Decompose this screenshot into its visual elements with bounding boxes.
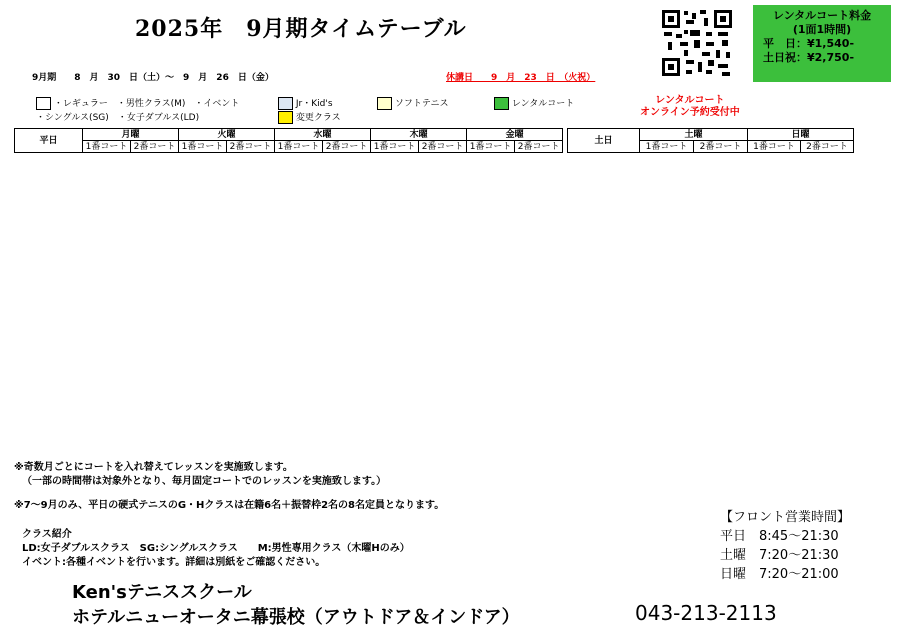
price-weekend: 土日祝：¥2,750- bbox=[763, 51, 855, 64]
front-hours-saturday: 土曜 7:20～21:30 bbox=[720, 548, 839, 563]
front-hours-weekday: 平日 8:45～21:30 bbox=[720, 529, 839, 544]
legend-soft-swatch bbox=[377, 97, 392, 110]
court-1-header: 1番コート bbox=[83, 141, 131, 153]
school-name: ホテルニューオータニ幕張校（アウトドア＆インドア） bbox=[72, 607, 520, 628]
rental-online-note bbox=[640, 95, 740, 119]
court-2-header: 2番コート bbox=[419, 141, 467, 153]
legend-regular-label2: ・シングルス(SG) ・女子ダブルス(LD) bbox=[36, 113, 200, 123]
price-weekday: 平 日：¥1,540- bbox=[763, 37, 855, 50]
holiday-notice: 休講日 9 月 23 日 （火祝） bbox=[446, 73, 596, 83]
phone-number: 043-213-2113 bbox=[635, 601, 777, 625]
rental-note-line2: オンライン予約受付中 bbox=[640, 107, 740, 118]
page-title: 2025年 9月期タイムテーブル bbox=[135, 16, 467, 42]
court-2-header: 2番コート bbox=[323, 141, 371, 153]
legend-rental-swatch bbox=[494, 97, 509, 110]
price-title: レンタルコート料金 bbox=[772, 9, 872, 22]
court-2-header: 2番コート bbox=[801, 141, 854, 153]
school-logo: Ken'sテニススクール bbox=[72, 582, 252, 603]
court-1-header: 1番コート bbox=[179, 141, 227, 153]
legend-jr bbox=[278, 96, 333, 110]
court-2-header: 2番コート bbox=[515, 141, 563, 153]
day-saturday: 土曜 bbox=[640, 129, 748, 141]
day-thursday: 木曜 bbox=[371, 129, 467, 141]
front-hours-sunday: 日曜 7:20～21:00 bbox=[720, 567, 839, 582]
court-1-header: 1番コート bbox=[467, 141, 515, 153]
weekend-header: 土日 bbox=[568, 129, 640, 153]
day-friday: 金曜 bbox=[467, 129, 563, 141]
court-2-header: 2番コート bbox=[694, 141, 748, 153]
legend-change-swatch bbox=[278, 111, 293, 124]
note-line-1: ※奇数月ごとにコートを入れ替えてレッスンを実施致します。 bbox=[14, 462, 293, 473]
note-line-3: ※7～9月のみ、平日の硬式テニスのG・Hクラスは在籍6名＋振替枠2名の8名定員となります。 bbox=[14, 500, 445, 511]
legend-jr-label: Jr・Kid's bbox=[295, 99, 333, 109]
qr-code-icon[interactable] bbox=[660, 8, 734, 78]
court-1-header: 1番コート bbox=[748, 141, 801, 153]
weekday-header: 平日 bbox=[15, 129, 83, 153]
court-2-header: 2番コート bbox=[227, 141, 275, 153]
weekend-timetable bbox=[567, 128, 854, 153]
class-intro-line2: イベント:各種イベントを行います。詳細は別紙をご確認ください。 bbox=[22, 557, 326, 568]
legend-rental-label: レンタルコート bbox=[511, 99, 575, 109]
class-intro bbox=[22, 528, 410, 570]
term-period: 9月期 8 月 30 日（土）～ 9 月 26 日（金） bbox=[32, 73, 274, 83]
legend-soft bbox=[377, 96, 449, 110]
class-intro-line1: LD:女子ダブルスクラス SG:シングルスクラス M:男性専用クラス（木曜Hのみ） bbox=[22, 543, 410, 554]
rental-price-box bbox=[753, 5, 891, 82]
legend-change-label: 変更クラス bbox=[295, 113, 341, 123]
legend-regular-label1: ・レギュラー ・男性クラス(M) ・イベント bbox=[53, 99, 240, 109]
price-unit: (1面1時間) bbox=[792, 23, 852, 36]
day-wednesday: 水曜 bbox=[275, 129, 371, 141]
legend-soft-label: ソフトテニス bbox=[394, 99, 449, 109]
class-intro-title: クラス紹介 bbox=[22, 529, 72, 540]
day-sunday: 日曜 bbox=[748, 129, 854, 141]
court-1-header: 1番コート bbox=[275, 141, 323, 153]
legend-rental bbox=[494, 96, 574, 110]
legend-regular bbox=[36, 96, 239, 123]
legend-regular-swatch bbox=[36, 97, 51, 110]
day-monday: 月曜 bbox=[83, 129, 179, 141]
day-tuesday: 火曜 bbox=[179, 129, 275, 141]
front-hours bbox=[720, 508, 850, 584]
court-1-header: 1番コート bbox=[640, 141, 694, 153]
legend-jr-swatch bbox=[278, 97, 293, 110]
weekday-timetable bbox=[14, 128, 563, 153]
front-hours-title: 【フロント営業時間】 bbox=[720, 510, 851, 525]
court-1-header: 1番コート bbox=[371, 141, 419, 153]
court-2-header: 2番コート bbox=[131, 141, 179, 153]
legend-change bbox=[278, 110, 341, 124]
notes-block bbox=[14, 461, 444, 513]
note-line-2: （一部の時間帯は対象外となり、毎月固定コートでのレッスンを実施致します。） bbox=[22, 476, 387, 487]
rental-note-line1: レンタルコート bbox=[655, 95, 725, 106]
